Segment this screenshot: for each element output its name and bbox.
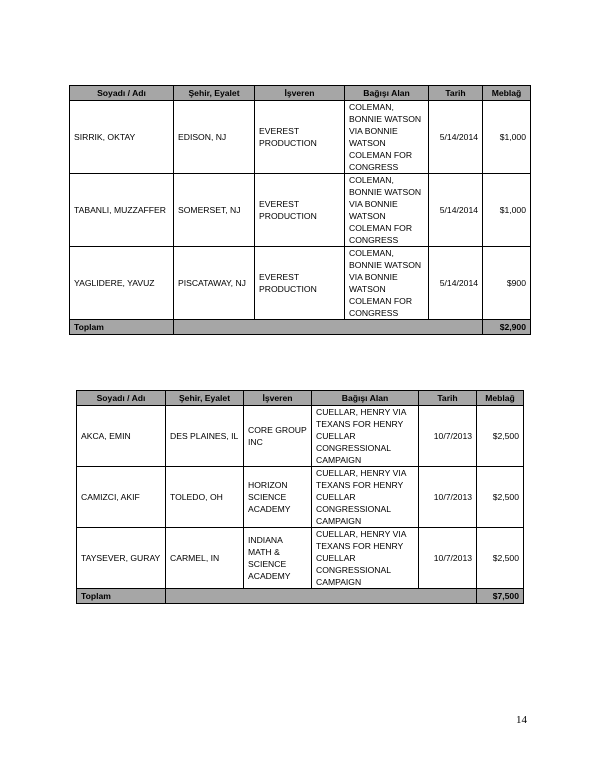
cell-name: YAGLIDERE, YAVUZ [70, 247, 174, 320]
cell-employer: CORE GROUP INC [244, 406, 312, 467]
cell-amount: $1,000 [483, 101, 531, 174]
donations-table-2 [76, 390, 524, 604]
header-date: Tarih [429, 86, 483, 101]
header-employer: İşveren [244, 391, 312, 406]
table-row [70, 101, 531, 174]
header-city: Şehir, Eyalet [174, 86, 255, 101]
cell-recipient: COLEMAN, BONNIE WATSON VIA BONNIE WATSON COLEMAN FOR CONGRESS [345, 174, 429, 247]
header-recipient: Bağışı Alan [312, 391, 419, 406]
cell-name: AKCA, EMIN [77, 406, 166, 467]
total-amount: $7,500 [477, 589, 524, 604]
cell-name: SIRRIK, OKTAY [70, 101, 174, 174]
cell-city: TOLEDO, OH [166, 467, 244, 528]
cell-city: DES PLAINES, IL [166, 406, 244, 467]
cell-employer: HORIZON SCIENCE ACADEMY [244, 467, 312, 528]
table-row [70, 247, 531, 320]
header-amount: Meblağ [477, 391, 524, 406]
cell-date: 10/7/2013 [419, 467, 477, 528]
cell-employer: EVEREST PRODUCTION [255, 247, 345, 320]
cell-name: TABANLI, MUZZAFFER [70, 174, 174, 247]
cell-city: CARMEL, IN [166, 528, 244, 589]
cell-date: 10/7/2013 [419, 406, 477, 467]
table-header-row [70, 86, 531, 101]
cell-date: 5/14/2014 [429, 101, 483, 174]
total-spacer [166, 589, 477, 604]
cell-employer: EVEREST PRODUCTION [255, 174, 345, 247]
cell-amount: $900 [483, 247, 531, 320]
donations-table-1 [69, 85, 531, 335]
total-row [70, 320, 531, 335]
table-row [77, 467, 524, 528]
header-amount: Meblağ [483, 86, 531, 101]
cell-date: 10/7/2013 [419, 528, 477, 589]
total-amount: $2,900 [483, 320, 531, 335]
cell-city: SOMERSET, NJ [174, 174, 255, 247]
cell-amount: $2,500 [477, 528, 524, 589]
header-name: Soyadı / Adı [70, 86, 174, 101]
cell-date: 5/14/2014 [429, 174, 483, 247]
cell-recipient: COLEMAN, BONNIE WATSON VIA BONNIE WATSON COLEMAN FOR CONGRESS [345, 101, 429, 174]
cell-recipient: CUELLAR, HENRY VIA TEXANS FOR HENRY CUELLAR CONGRESSIONAL CAMPAIGN [312, 406, 419, 467]
header-employer: İşveren [255, 86, 345, 101]
cell-amount: $1,000 [483, 174, 531, 247]
cell-amount: $2,500 [477, 467, 524, 528]
cell-amount: $2,500 [477, 406, 524, 467]
table-row [70, 174, 531, 247]
cell-city: EDISON, NJ [174, 101, 255, 174]
cell-name: TAYSEVER, GURAY [77, 528, 166, 589]
header-name: Soyadı / Adı [77, 391, 166, 406]
header-recipient: Bağışı Alan [345, 86, 429, 101]
cell-employer: INDIANA MATH & SCIENCE ACADEMY [244, 528, 312, 589]
table-row [77, 406, 524, 467]
cell-employer: EVEREST PRODUCTION [255, 101, 345, 174]
cell-recipient: CUELLAR, HENRY VIA TEXANS FOR HENRY CUELLAR CONGRESSIONAL CAMPAIGN [312, 528, 419, 589]
page-number: 14 [516, 714, 527, 726]
total-spacer [174, 320, 483, 335]
total-label: Toplam [77, 589, 166, 604]
cell-date: 5/14/2014 [429, 247, 483, 320]
total-row [77, 589, 524, 604]
header-date: Tarih [419, 391, 477, 406]
total-label: Toplam [70, 320, 174, 335]
table-header-row [77, 391, 524, 406]
cell-recipient: COLEMAN, BONNIE WATSON VIA BONNIE WATSON COLEMAN FOR CONGRESS [345, 247, 429, 320]
cell-city: PISCATAWAY, NJ [174, 247, 255, 320]
header-city: Şehir, Eyalet [166, 391, 244, 406]
cell-recipient: CUELLAR, HENRY VIA TEXANS FOR HENRY CUELLAR CONGRESSIONAL CAMPAIGN [312, 467, 419, 528]
cell-name: CAMIZCI, AKIF [77, 467, 166, 528]
table-row [77, 528, 524, 589]
